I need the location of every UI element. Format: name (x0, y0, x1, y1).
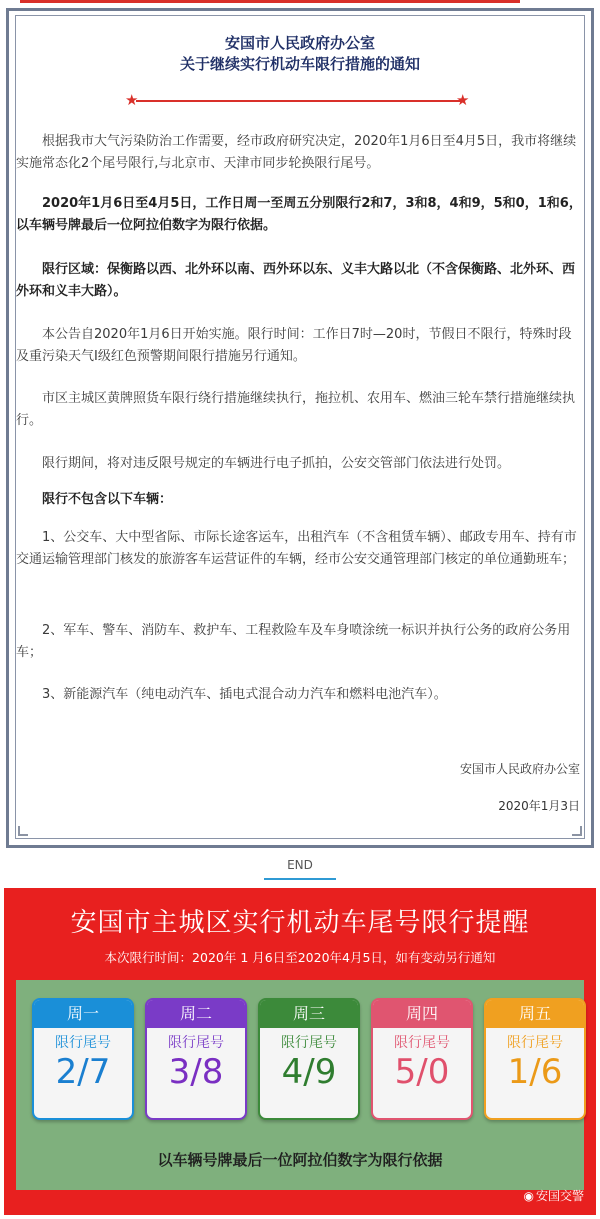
star-icon: ★ (456, 91, 470, 109)
card-numbers: 2/7 (55, 1052, 111, 1092)
card-numbers: 1/6 (507, 1052, 563, 1092)
wechat-icon: ◉ (523, 1189, 534, 1203)
restriction-poster (4, 888, 596, 1215)
paragraph-4: 本公告自2020年1月6日开始实施。限行时间：工作日7时—20时，节假日不限行，特殊时段及重污染天气I级红色预警期间限行措施另行通知。 (16, 327, 572, 364)
day-card-friday (484, 998, 586, 1120)
star-icon: ★ (125, 91, 139, 109)
paragraph-2: 2020年1月6日至4月5日，工作日周一至周五分别限行2和7，3和8，4和9，5和0，1和6，以车辆号牌最后一位阿拉伯数字为限行依据。 (16, 196, 582, 233)
top-strip (0, 0, 600, 4)
end-label: END (287, 858, 313, 872)
card-day: 周五 (486, 1000, 584, 1028)
day-card-wednesday (258, 998, 360, 1120)
card-numbers: 4/9 (281, 1052, 337, 1092)
card-numbers: 3/8 (168, 1052, 224, 1092)
exemption-3: 3、新能源汽车（纯电动汽车、插电式混合动力汽车和燃料电池汽车）。 (42, 687, 447, 702)
exemption-1: 1、公交车、大中型省际、市际长途客运车，出租汽车（不含租赁车辆）、邮政专用车、持有市交通运输管理部门核发的旅游客车运营证件的车辆，经市公安交通管理部门核定的单位通勤班车； (16, 530, 577, 567)
corner-bottom-left (18, 826, 28, 836)
card-numbers: 5/0 (394, 1052, 450, 1092)
signature: 安国市人民政府办公室 (459, 762, 580, 776)
end-divider (264, 878, 336, 880)
paragraph-6: 限行期间，将对违反限号规定的车辆进行电子抓拍，公安交管部门依法进行处罚。 (42, 456, 511, 471)
corner-bottom-right (572, 826, 582, 836)
card-day: 周一 (34, 1000, 132, 1028)
notice-date: 2020年1月3日 (498, 799, 580, 813)
day-card-tuesday (145, 998, 247, 1120)
exemption-2: 2、军车、警车、消防车、救护车、工程救险车及车身喷涂统一标识并执行公务的政府公务用车； (16, 623, 571, 660)
watermark (524, 1187, 585, 1204)
top-accent-line (20, 0, 520, 3)
poster-title: 安国市主城区实行机动车尾号限行提醒 (70, 908, 530, 938)
paragraph-3: 限行区域：保衡路以西、北外环以南、西外环以东、义丰大路以北（不含保衡路、北外环、西外环和义丰大路）。 (16, 262, 576, 299)
card-day: 周四 (373, 1000, 471, 1028)
notice-title-line1: 安国市人民政府办公室 (224, 34, 375, 52)
poster-subtitle: 本次限行时间：2020年 1 月6日至2020年4月5日，如有变动另行通知 (104, 950, 496, 965)
title-divider (136, 100, 464, 102)
paragraph-1: 根据我市大气污染防治工作需要，经市政府研究决定，2020年1月6日至4月5日，我市将继续实施常态化2个尾号限行,与北京市、天津市同步轮换限行尾号。 (16, 134, 577, 171)
card-label: 限行尾号 (55, 1035, 111, 1051)
card-label: 限行尾号 (168, 1035, 224, 1051)
card-day: 周三 (260, 1000, 358, 1028)
day-card-thursday (371, 998, 473, 1120)
card-day: 周二 (147, 1000, 245, 1028)
card-label: 限行尾号 (507, 1035, 563, 1051)
restriction-basis: 以车辆号牌最后一位阿拉伯数字为限行依据 (157, 1151, 443, 1169)
watermark-text: 安国交警 (535, 1189, 584, 1203)
card-label: 限行尾号 (281, 1035, 337, 1051)
day-card-monday (32, 998, 134, 1120)
card-label: 限行尾号 (394, 1035, 450, 1051)
notice-title-line2: 关于继续实行机动车限行措施的通知 (179, 55, 420, 73)
paragraph-5: 市区主城区黄牌照货车限行绕行措施继续执行，拖拉机、农用车、燃油三轮车禁行措施继续执行。 (16, 391, 576, 428)
exemptions-heading: 限行不包含以下车辆： (42, 492, 173, 507)
